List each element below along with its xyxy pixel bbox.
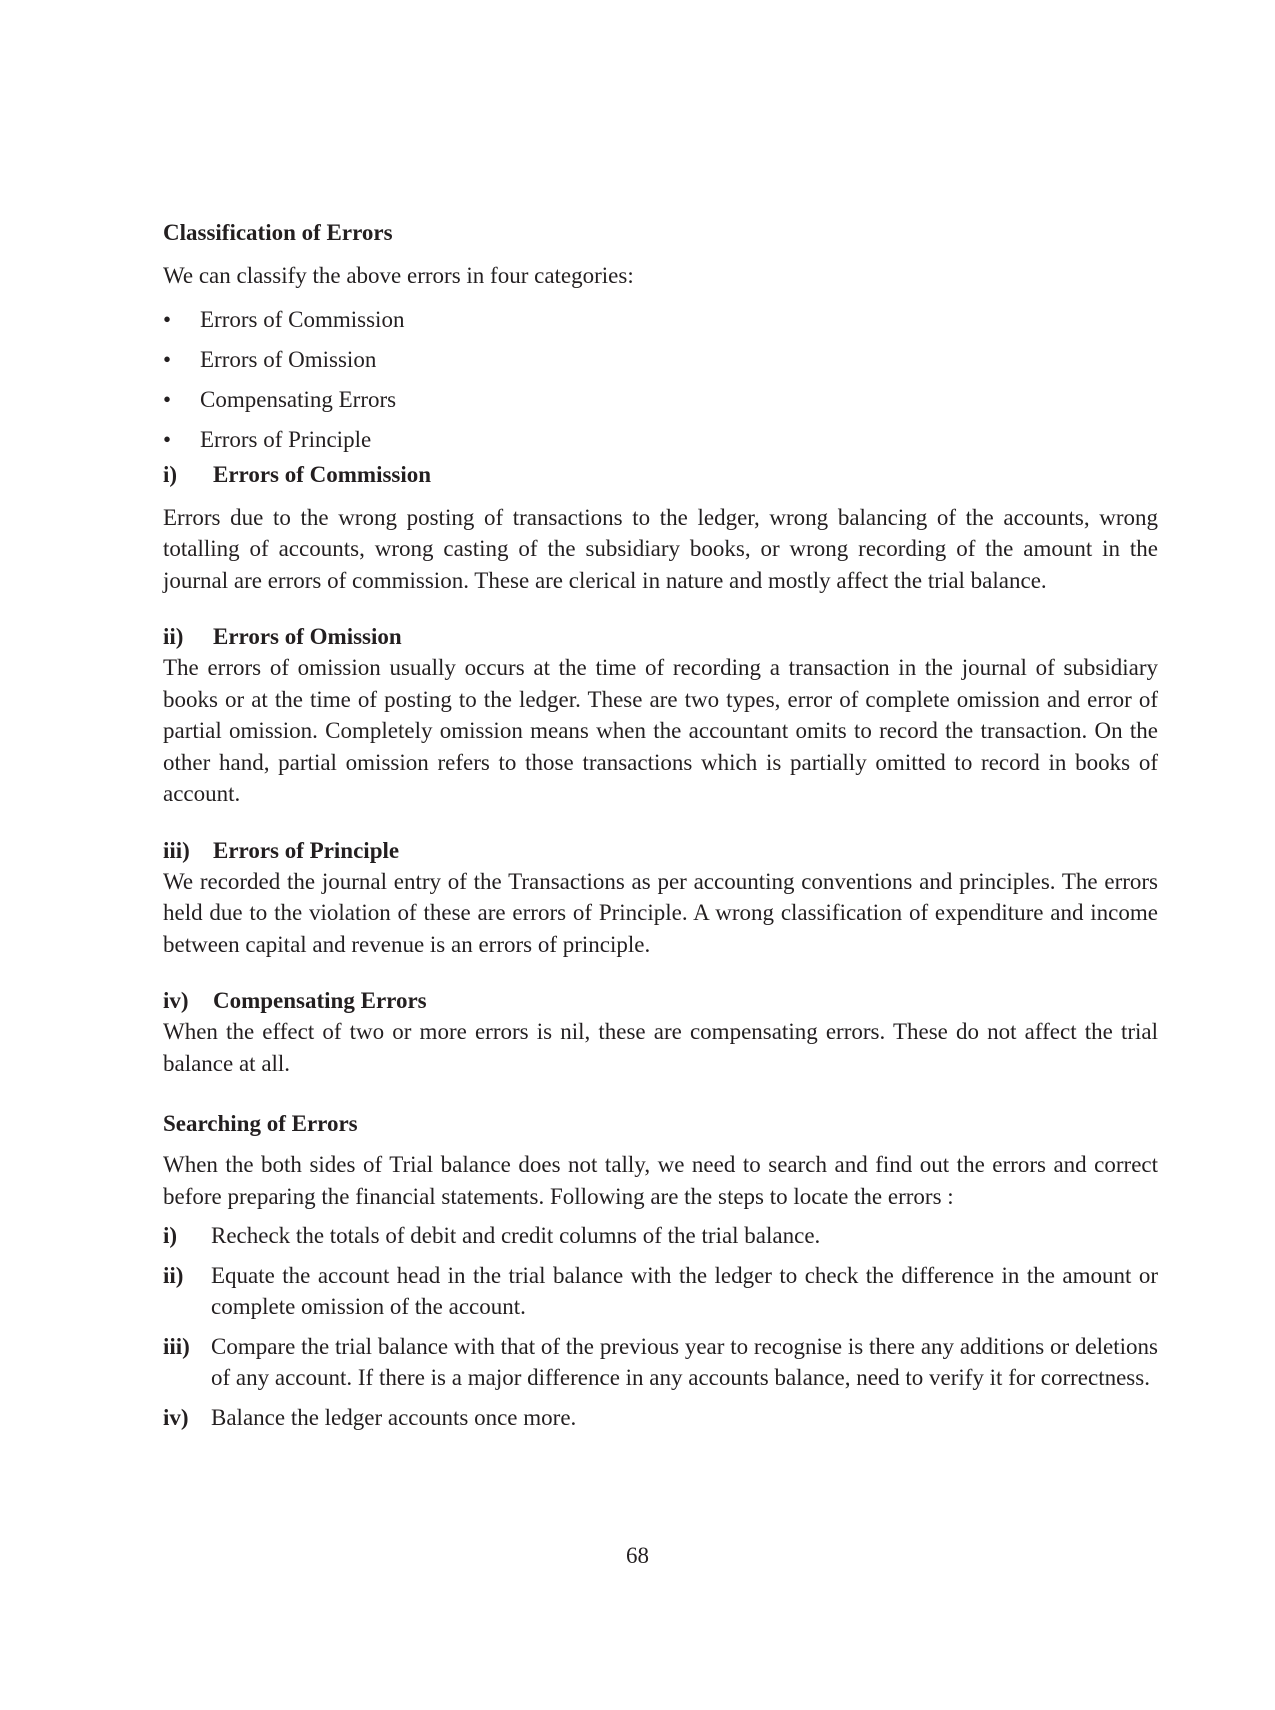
searching-steps <box>163 1220 1158 1433</box>
list-item <box>163 380 1158 420</box>
list-item <box>163 1331 1158 1394</box>
section-heading-omission <box>163 622 1158 652</box>
searching-intro: When the both sides of Trial balance does not tally, we need to search and find out the errors and correct before preparing the financial statements. Following are the steps to locate the errors : <box>163 1152 1158 1209</box>
step-text: Compare the trial balance with that of the previous year to recognise is there any additions or deletions of any account. If there is a major difference in any accounts balance, need to verify it for correctness. <box>211 1333 1158 1390</box>
bullet-icon: • <box>163 346 172 372</box>
list-item-text: Errors of Commission <box>200 306 405 332</box>
searching-heading: Searching of Errors <box>163 1111 358 1136</box>
list-item-text: Compensating Errors <box>200 386 397 412</box>
section-body-compensating: When the effect of two or more errors is nil, these are compensating errors. These do not affect the trial balance at all. <box>163 1019 1158 1076</box>
step-number: iii) <box>163 1333 190 1359</box>
section-number: iv) <box>163 988 189 1013</box>
section-title: Errors of Principle <box>213 837 400 863</box>
list-item-text: Errors of Omission <box>200 346 377 372</box>
step-number: ii) <box>163 1262 184 1288</box>
section-body-commission: Errors due to the wrong posting of transactions to the ledger, wrong balancing of the accounts, wrong totalling of accounts, wrong casting of the subsidiary books, or wrong recording of the amount in the journal are errors of commission. These are clerical in nature and mostly affect the trial balance. <box>163 504 1158 593</box>
section-number: i) <box>163 461 178 487</box>
classification-list <box>163 300 1158 460</box>
list-item <box>163 1260 1158 1323</box>
bullet-icon: • <box>163 426 172 452</box>
step-number: iv) <box>163 1404 189 1430</box>
bullet-icon: • <box>163 306 172 332</box>
section-heading-commission <box>163 460 1158 490</box>
list-item <box>163 340 1158 380</box>
step-text: Recheck the totals of debit and credit columns of the trial balance. <box>211 1223 821 1248</box>
list-item-text: Errors of Principle <box>200 426 372 452</box>
section-body-omission: The errors of omission usually occurs at the time of recording a transaction in the journal of subsidiary books or at the time of posting to the ledger. These are two types, error of complete omission and error of partial omission. Completely omission means when the accountant omits to record the transaction. On the other hand, partial omission refers to those transactions which is partially omitted to record in books of account. <box>163 655 1158 806</box>
section-title: Errors of Omission <box>213 624 402 649</box>
page-content <box>163 218 1158 1441</box>
section-number: ii) <box>163 624 184 649</box>
step-number: i) <box>163 1223 178 1248</box>
list-item <box>163 420 1158 460</box>
classification-intro: We can classify the above errors in four categories: <box>163 263 634 288</box>
list-item <box>163 1220 1158 1252</box>
bullet-icon: • <box>163 386 172 412</box>
step-text: Equate the account head in the trial balance with the ledger to check the difference in the amount or complete omission of the account. <box>211 1262 1158 1319</box>
classification-heading: Classification of Errors <box>163 220 393 245</box>
list-item <box>163 300 1158 340</box>
section-number: iii) <box>163 837 190 863</box>
section-title: Compensating Errors <box>213 988 427 1013</box>
list-item <box>163 1402 1158 1434</box>
section-body-principle: We recorded the journal entry of the Transactions as per accounting conventions and principles. The errors held due to the violation of these are errors of Principle. A wrong classification of expenditure and income between capital and revenue is an errors of principle. <box>163 868 1158 957</box>
page-number: 68 <box>626 1543 649 1568</box>
section-title: Errors of Commission <box>213 461 432 487</box>
step-text: Balance the ledger accounts once more. <box>211 1404 577 1430</box>
section-heading-principle <box>163 836 1158 866</box>
section-heading-compensating <box>163 986 1158 1016</box>
